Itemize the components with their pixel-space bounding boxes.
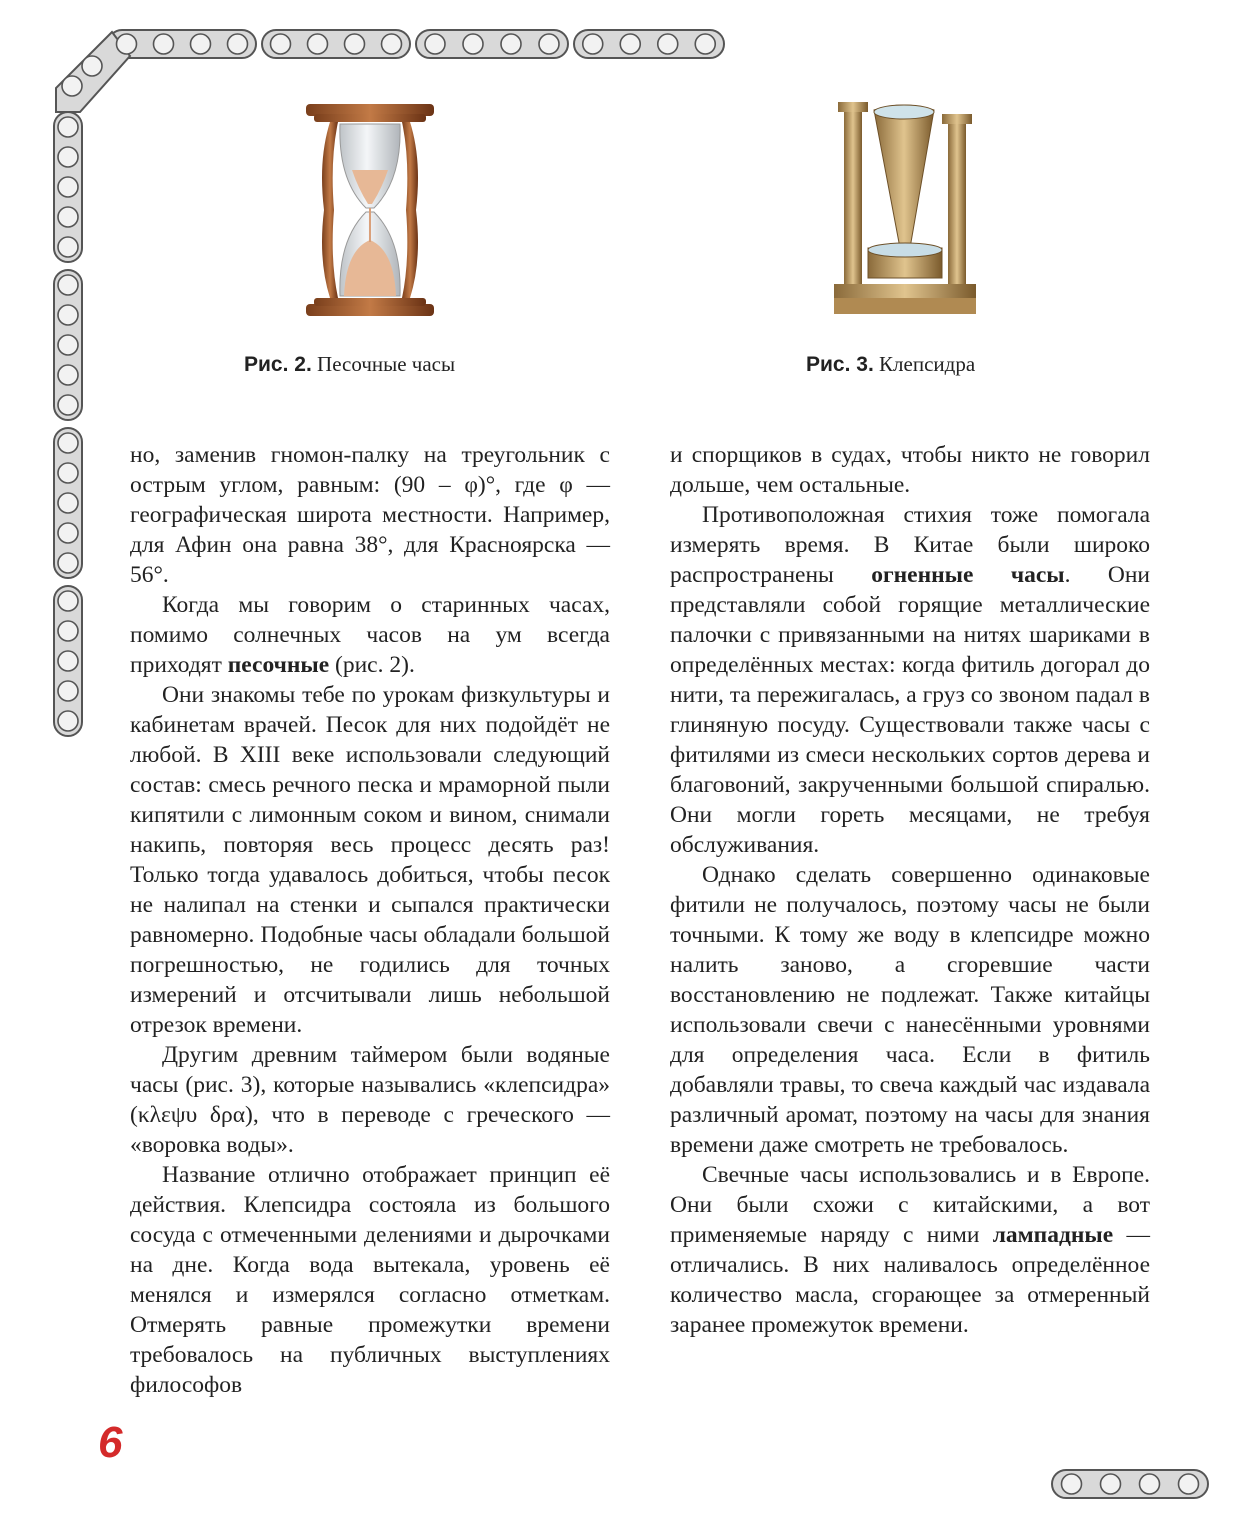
frame-stud bbox=[62, 76, 82, 96]
frame-stud bbox=[425, 34, 445, 54]
figure-3-caption bbox=[806, 352, 975, 377]
right-text-column bbox=[670, 440, 1150, 1340]
frame-stud bbox=[117, 34, 137, 54]
frame-stud bbox=[620, 34, 640, 54]
frame-stud bbox=[58, 237, 78, 257]
paragraph: и спорщиков в судах, чтобы никто не говорил дольше, чем остальные. bbox=[670, 442, 1150, 498]
clepsydra-illustration bbox=[834, 98, 976, 316]
hourglass-illustration bbox=[300, 100, 440, 320]
paragraph: Противоположная стихия тоже помогала измерять время. В Китае были широко распространены огненные часы. Они представляли собой горящие металлические палочки с привязанными на нитях шариками в определённых местах: когда фитиль догорал до нити, та пережигалась, а груз со звоном падал в глиняную посуду. Существовали также часы с фитилями из смеси нескольких сортов дерева и благовоний, закрученными большой спиралью. Они могли гореть месяцами, не требуя обслуживания. bbox=[670, 502, 1151, 858]
frame-stud bbox=[308, 34, 328, 54]
frame-stud bbox=[58, 275, 78, 295]
term-fire-clock: огненные часы bbox=[871, 562, 1065, 588]
frame-stud bbox=[191, 34, 211, 54]
frame-stud bbox=[58, 463, 78, 483]
frame-stud bbox=[583, 34, 603, 54]
frame-stud bbox=[58, 117, 78, 137]
frame-stud bbox=[228, 34, 248, 54]
frame-stud bbox=[58, 651, 78, 671]
frame-stud bbox=[658, 34, 678, 54]
frame-stud bbox=[1140, 1474, 1160, 1494]
frame-stud bbox=[58, 147, 78, 167]
frame-stud bbox=[58, 433, 78, 453]
term-lamp-clock: лампадные bbox=[992, 1222, 1114, 1248]
frame-stud bbox=[58, 305, 78, 325]
frame-stud bbox=[463, 34, 483, 54]
paragraph: Название отлично отображает принцип её действия. Клепсидра состояла из большого сосуда с отмеченными делениями и дырочками на дне. Когда вода вытекала, уровень её менялся и измерялся согласно отметкам. Отмерять равные промежутки времени требовалось на публичных выступлениях философов bbox=[130, 1162, 610, 1398]
paragraph: но, заменив гномон-палку на треугольник с острым углом, равным: (90 – φ)°, где φ — географическая широта местности. Например, для Афин она равна 38°, для Красноярска — 56°. bbox=[130, 442, 610, 588]
frame-stud bbox=[58, 553, 78, 573]
frame-stud bbox=[501, 34, 521, 54]
frame-stud bbox=[82, 56, 102, 76]
figure-3-label: Рис. 3. bbox=[806, 353, 874, 376]
frame-stud bbox=[58, 681, 78, 701]
frame-stud bbox=[345, 34, 365, 54]
frame-stud bbox=[1062, 1474, 1082, 1494]
left-text-column bbox=[130, 440, 610, 1400]
figure-2-caption bbox=[244, 352, 455, 377]
frame-stud bbox=[58, 365, 78, 385]
frame-stud bbox=[58, 335, 78, 355]
frame-stud bbox=[271, 34, 291, 54]
frame-stud bbox=[58, 207, 78, 227]
figure-3-text: Клепсидра bbox=[879, 352, 976, 376]
frame-stud bbox=[539, 34, 559, 54]
frame-stud bbox=[58, 711, 78, 731]
frame-stud bbox=[58, 621, 78, 641]
figure-2-text: Песочные часы bbox=[317, 352, 456, 376]
frame-stud bbox=[58, 177, 78, 197]
term-sand-clock: песочные bbox=[227, 652, 330, 678]
frame-stud bbox=[695, 34, 715, 54]
frame-stud bbox=[1179, 1474, 1199, 1494]
paragraph: Свечные часы использовались и в Европе. Они были схожи с китайскими, а вот применяемые наряду с ними лампадные — отличались. В них наливалось определённое количество масла, сгорающее за отмеренный заранее промежуток времени. bbox=[670, 1162, 1150, 1338]
page-number: 6 bbox=[98, 1418, 123, 1467]
figure-2-label: Рис. 2. bbox=[244, 353, 312, 376]
paragraph: Они знакомы тебе по урокам физкультуры и кабинетам врачей. Песок для них подойдёт не любой. В XIII веке использовали следующий состав: смесь речного песка и мраморной пыли кипятили с лимонным соком и вином, снимали накипь, повторяя весь процесс десять раз! Только тогда удавалось добиться, чтобы песок не налипал на стенки и сыпался практически равномерно. Подобные часы обладали большой погрешностью, не годились для точных измерений и отсчитывали лишь небольшой отрезок времени. bbox=[130, 682, 610, 1038]
paragraph: Когда мы говорим о старинных часах, помимо солнечных часов на ум всегда приходят песочные (рис. 2). bbox=[130, 592, 610, 678]
paragraph: Однако сделать совершенно одинаковые фитили не получалось, поэтому часы не были точными. К тому же воду в клепсидре можно налить заново, а сгоревшие части восстановлению не подлежат. Также китайцы использовали свечи с нанесёнными уровнями для определения часа. Если в фитиль добавляли травы, то свеча каждый час издавала различный аромат, поэтому на часы для знания времени даже смотреть не требовалось. bbox=[670, 862, 1150, 1158]
frame-stud bbox=[58, 395, 78, 415]
frame-stud bbox=[154, 34, 174, 54]
frame-stud bbox=[58, 591, 78, 611]
frame-stud bbox=[1101, 1474, 1121, 1494]
frame-stud bbox=[58, 523, 78, 543]
paragraph: Другим древним таймером были водяные часы (рис. 3), которые назывались «клепсидра» (κλεψυ δρα), что в переводе с греческого — «воровка воды». bbox=[130, 1042, 610, 1158]
frame-stud bbox=[58, 493, 78, 513]
frame-stud bbox=[382, 34, 402, 54]
